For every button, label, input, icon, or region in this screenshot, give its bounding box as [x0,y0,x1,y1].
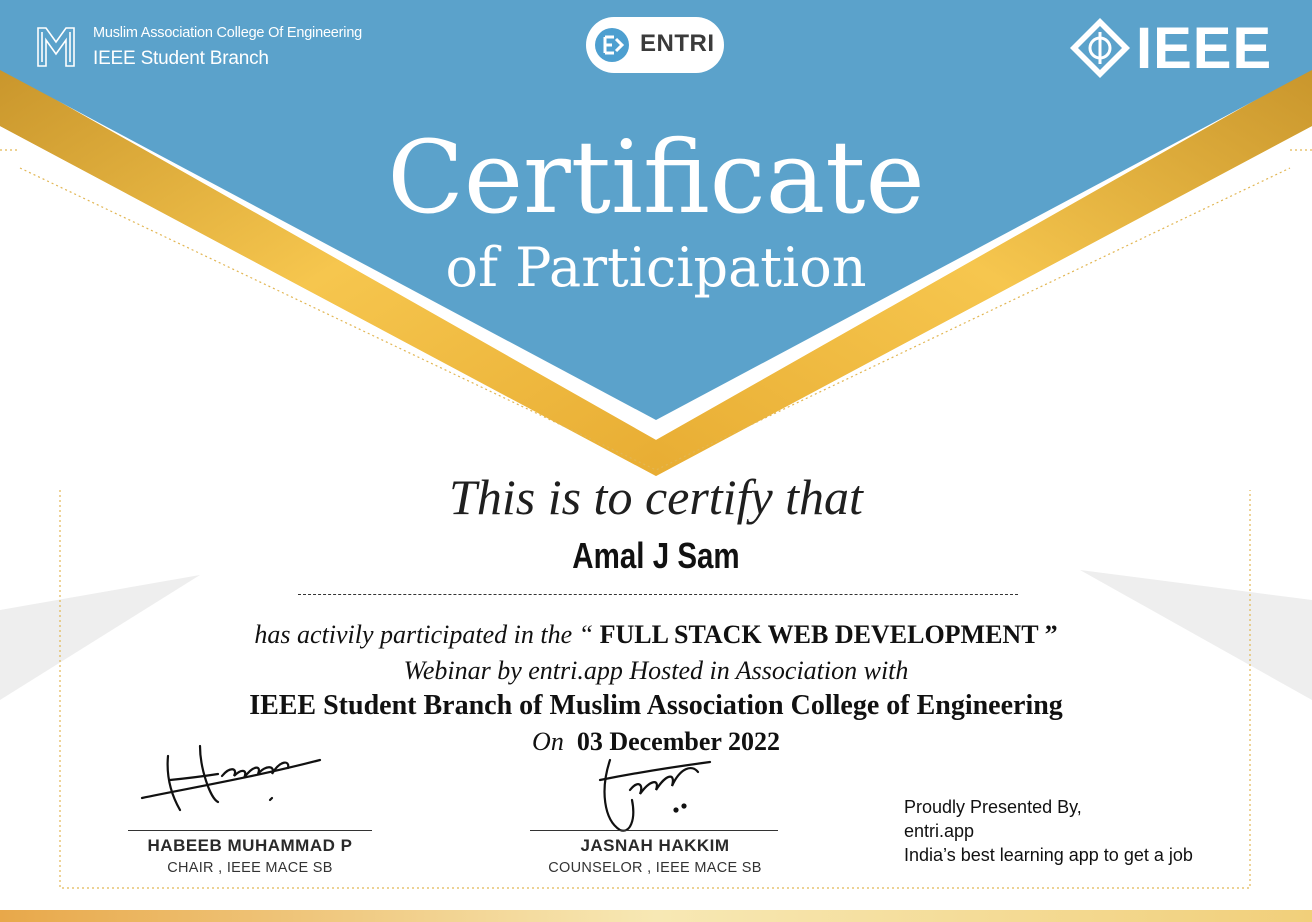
entri-label: ENTRI [640,30,715,57]
ieee-diamond-icon [1068,16,1132,80]
student-branch-label: IEEE Student Branch [93,48,269,69]
signature-jasnah [580,750,720,840]
event-date: 03 December 2022 [576,727,780,756]
certify-line: This is to certify that [449,469,863,525]
signer-role: COUNSELOR , IEEE MACE SB [548,860,762,876]
entri-logo-icon [594,27,630,63]
presented-by-label: Proudly Presented By, [904,797,1082,817]
college-name: Muslim Association College Of Engineering [93,25,363,41]
signature-habeeb [130,738,330,818]
course-name: FULL STACK WEB DEVELOPMENT ” [593,620,1058,649]
presenter-tagline: India’s best learning app to get a job [904,845,1193,865]
name-underline [298,594,1018,595]
certificate-title: Certificate [387,119,925,236]
participation-prefix: has activily participated in the “ [254,620,594,649]
on-label: On [532,727,564,756]
participation-line [96,620,1216,650]
signer-name: HABEEB MUHAMMAD P [147,836,353,855]
certificate-subtitle: of Participation [445,236,867,299]
webinar-line: Webinar by entri.app Hosted in Association with [403,656,909,685]
ieee-label: IEEE [1136,16,1273,81]
recipient-name: Amal J Sam [572,535,740,576]
signature-rule [530,830,778,831]
branch-line: IEEE Student Branch of Muslim Association College of Engineering [249,690,1063,721]
college-logo-icon [36,24,76,70]
signer-role: CHAIR , IEEE MACE SB [167,860,333,876]
presenter-name: entri.app [904,821,975,841]
signer-name: JASNAH HAKKIM [580,836,730,855]
signature-rule [128,830,372,831]
